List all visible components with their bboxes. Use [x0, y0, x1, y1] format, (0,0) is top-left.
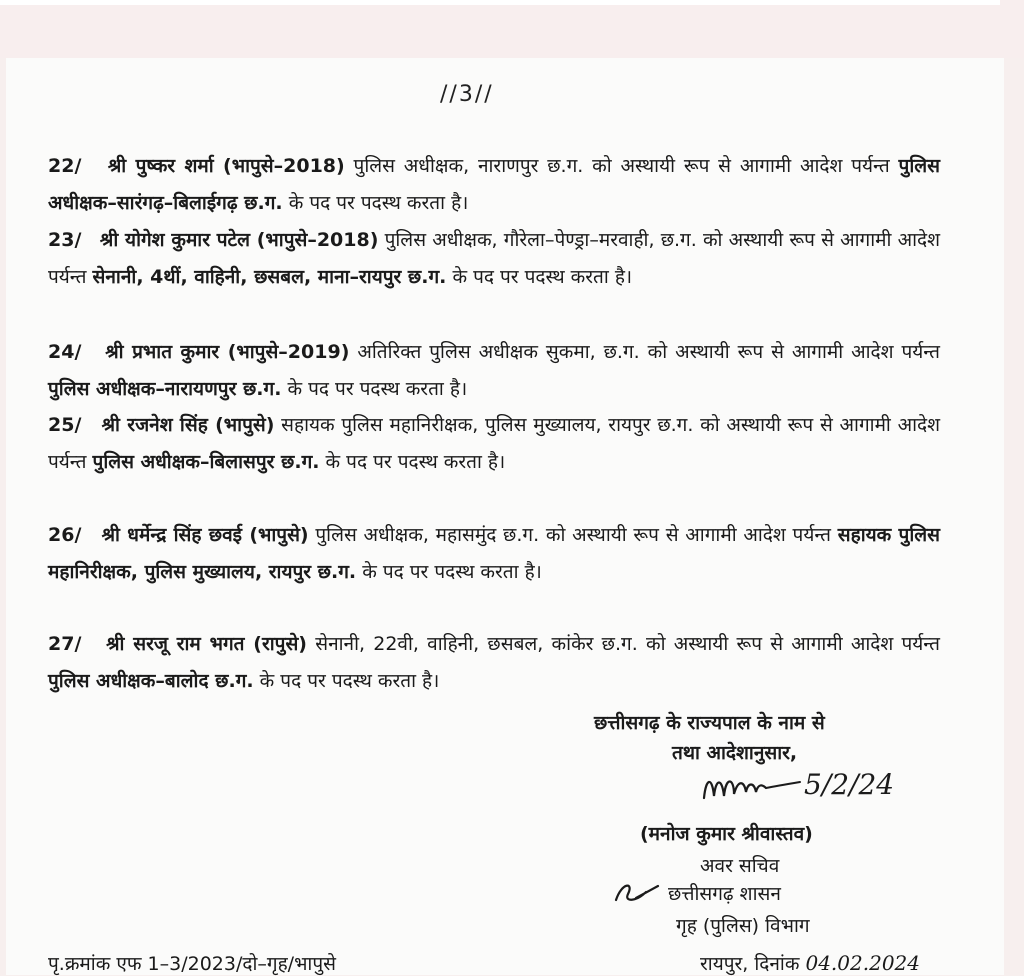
order-number: 22/	[48, 155, 82, 177]
new-posting: पुलिस अधीक्षक–बिलासपुर छ.ग.	[92, 450, 320, 473]
order-paragraph-27	[48, 626, 940, 699]
officer-name: श्री पुष्कर शर्मा (भापुसे–2018)	[107, 155, 345, 177]
new-posting: पुलिस अधीक्षक–बालोद छ.ग.	[48, 669, 254, 692]
signer-designation: अवर सचिव	[700, 855, 780, 877]
new-posting: सहायक पुलिस महानिरीक्षक, पुलिस मुख्यालय, रायपुर छ.ग.	[48, 524, 941, 583]
department-name: गृह (पुलिस) विभाग	[676, 915, 810, 937]
page-number: //3//	[440, 82, 494, 107]
order-number: 23/	[48, 229, 82, 251]
order-number: 26/	[48, 524, 82, 546]
order-paragraph-26	[48, 517, 940, 590]
order-paragraph-24	[48, 334, 940, 407]
initial-mark	[606, 872, 666, 912]
current-posting: अतिरिक्त पुलिस अधीक्षक सुकमा, छ.ग. को अस्थायी रूप से आगामी आदेश पर्यन्त	[357, 341, 940, 363]
order-tail: के पद पर पदस्थ करता है।	[287, 377, 468, 400]
officer-name: श्री रजनेश सिंह (भापुसे)	[101, 414, 275, 436]
current-posting: सहायक पुलिस महानिरीक्षक, पुलिस मुख्यालय, रायपुर छ.ग. को अस्थायी रूप से आगामी आदेश पर्यन्त	[48, 414, 941, 473]
current-posting: पुलिस अधीक्षक, महासमुंद छ.ग. को अस्थायी रूप से आगामी आदेश पर्यन्त	[315, 524, 832, 546]
order-tail: के पद पर पदस्थ करता है।	[362, 560, 542, 583]
order-tail: के पद पर पदस्थ करता है।	[452, 265, 633, 288]
order-tail: के पद पर पदस्थ करता है।	[259, 669, 440, 692]
officer-name: श्री योगेश कुमार पटेल (भापुसे–2018)	[99, 229, 379, 251]
order-number: 27/	[48, 633, 82, 655]
issue-date: 04.02.2024	[805, 951, 920, 975]
top-divider	[0, 0, 1000, 5]
order-tail: के पद पर पदस्थ करता है।	[288, 191, 469, 214]
order-paragraph-25	[48, 407, 940, 480]
current-posting: पुलिस अधीक्षक, गौरेला–पेण्ड्रा–मरवाही, छ.ग. को अस्थायी रूप से आगामी आदेश पर्यन्त	[48, 229, 941, 288]
current-posting: सेनानी, 22वी, वाहिनी, छसबल, कांकेर छ.ग. को अस्थायी रूप से आगामी आदेश पर्यन्त	[315, 633, 940, 655]
handwritten-signature	[696, 758, 926, 818]
order-paragraph-23	[48, 222, 940, 295]
place-date	[700, 950, 920, 976]
place-label: रायपुर, दिनांक	[700, 953, 800, 975]
order-number: 25/	[48, 414, 82, 436]
current-posting: पुलिस अधीक्षक, नाराणपुर छ.ग. को अस्थायी रूप से आगामी आदेश पर्यन्त	[353, 155, 890, 177]
top-strip	[0, 0, 1024, 58]
authority-line: छत्तीसगढ़ के राज्यपाल के नाम से	[594, 712, 825, 734]
order-line: तथा आदेशानुसार,	[672, 742, 798, 764]
order-paragraph-22	[48, 148, 940, 221]
government-name: छत्तीसगढ़ शासन	[668, 883, 781, 905]
new-posting: सेनानी, 4थीं, वाहिनी, छसबल, माना–रायपुर छ.ग.	[92, 265, 447, 288]
officer-name: श्री प्रभात कुमार (भापुसे–2019)	[105, 341, 350, 363]
reference-number: पृ.क्रमांक एफ 1–3/2023/दो–गृह/भापुसे	[48, 953, 336, 975]
officer-name: श्री धर्मेन्द्र सिंह छवई (भापुसे)	[101, 524, 309, 546]
new-posting: पुलिस अधीक्षक–सारंगढ़–बिलाईगढ़ छ.ग.	[48, 155, 940, 214]
officer-name: श्री सरजू राम भगत (रापुसे)	[106, 633, 307, 655]
order-number: 24/	[48, 341, 82, 363]
new-posting: पुलिस अधीक्षक–नारायणपुर छ.ग.	[48, 377, 282, 400]
signature-date: 5/2/24	[804, 768, 895, 801]
signer-name: (मनोज कुमार श्रीवास्तव)	[640, 823, 813, 845]
order-tail: के पद पर पदस्थ करता है।	[325, 450, 506, 473]
